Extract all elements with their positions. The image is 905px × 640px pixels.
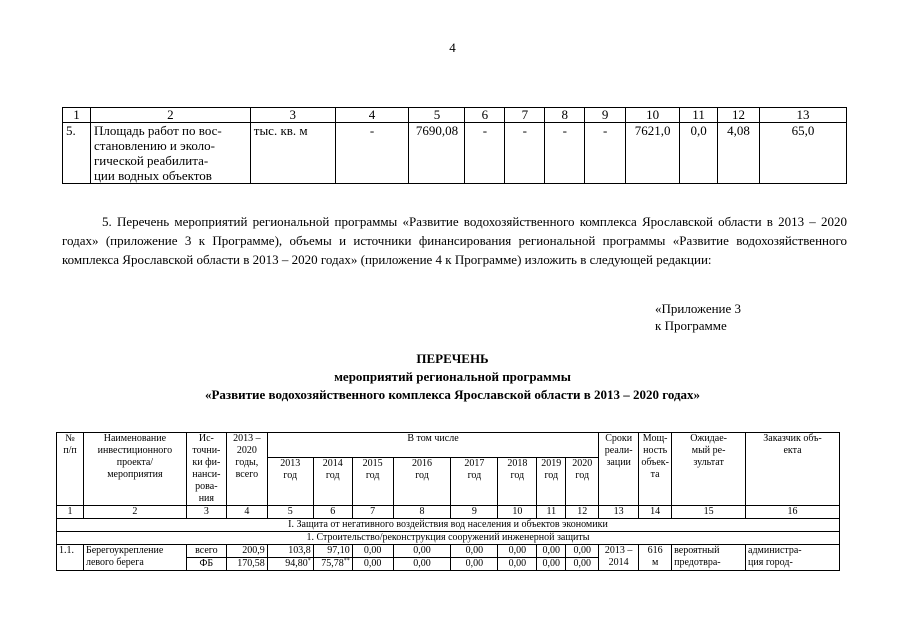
header-cell: 11 — [680, 108, 718, 123]
table-row — [57, 545, 840, 558]
header-line: 2019 — [541, 457, 562, 469]
unit-cell: тыс. кв. м — [250, 123, 335, 184]
header-power — [639, 433, 672, 506]
header-year — [313, 457, 352, 505]
header-cell: 9 — [585, 108, 626, 123]
header-line: ность — [643, 445, 668, 456]
header-line: зации — [606, 457, 631, 468]
value-cell: 97,10 — [313, 545, 352, 558]
value-cell: 103,8 — [267, 545, 313, 558]
header-line: год — [283, 469, 298, 481]
value-cell: 170,58 — [226, 558, 267, 571]
header-including: В том числе — [267, 433, 598, 458]
header-source — [186, 433, 226, 506]
result-cell — [672, 545, 746, 571]
header-line: Ожидае- — [690, 433, 727, 444]
page-number: 4 — [449, 40, 456, 55]
column-number: 10 — [498, 506, 537, 519]
power-line: 616 — [647, 545, 663, 556]
section-row — [57, 519, 840, 532]
header-line: инвестиционного — [97, 445, 173, 456]
column-number: 13 — [599, 506, 639, 519]
indicator-name — [90, 123, 250, 184]
header-line: 2018 — [507, 457, 528, 469]
appendix-line: к Программе — [655, 318, 727, 333]
header-line: ния — [198, 493, 215, 504]
table-row — [63, 123, 847, 184]
header-cell: 5 — [409, 108, 465, 123]
subsection-heading: 1. Строительство/реконструкция сооружений инженерной защиты — [57, 532, 840, 545]
value-cell: 0,00 — [451, 558, 498, 571]
header-line: 2015 — [362, 457, 383, 469]
measures-table — [56, 432, 840, 571]
header-line: годы, — [235, 457, 259, 468]
value-cell: 0,00 — [451, 545, 498, 558]
header-line: точни- — [192, 445, 221, 456]
power-line: м — [651, 557, 659, 568]
header-line: 2020 — [572, 457, 593, 469]
value-cell: - — [585, 123, 626, 184]
indicator-name-line: Площадь работ по вос- — [93, 123, 222, 138]
column-number: 6 — [313, 506, 352, 519]
indicators-table — [62, 107, 847, 184]
value-cell: - — [335, 123, 409, 184]
value-cell: 4,08 — [718, 123, 760, 184]
amendment-paragraph — [62, 212, 847, 269]
value-cell: 0,00 — [566, 558, 599, 571]
header-year — [352, 457, 393, 505]
header-year — [267, 457, 313, 505]
value-text: 75,78 — [321, 558, 344, 569]
header-line: № — [65, 433, 75, 444]
customer-line: администра- — [748, 545, 802, 556]
column-number: 15 — [672, 506, 746, 519]
value-cell: - — [545, 123, 585, 184]
row-number: 5. — [63, 123, 91, 184]
indicator-name-line: становлению и эколо- — [93, 138, 215, 153]
header-cell: 1 — [63, 108, 91, 123]
column-number: 11 — [537, 506, 566, 519]
header-cell: 10 — [626, 108, 680, 123]
value-cell — [313, 558, 352, 571]
header-line: рова- — [195, 481, 218, 492]
value-cell: 7621,0 — [626, 123, 680, 184]
header-year — [537, 457, 566, 505]
header-cell: 6 — [465, 108, 505, 123]
header-line: год — [365, 469, 380, 481]
value-cell — [267, 558, 313, 571]
header-total — [226, 433, 267, 506]
header-line: проекта/ — [116, 457, 154, 468]
header-line: ки фи- — [192, 457, 221, 468]
amendment-text: 5. Перечень мероприятий региональной программы «Развитие водохозяйственного комплекса Ярославской области в 2013 – 2020 годах» (приложение 3 к Программе), объемы и источники финансирования региональной программы «Развитие водохозяйственного комплекса Ярославской области в 2013 – 2020 годах» (приложение 4 к Программе) изложить в следующей редакции: — [62, 214, 847, 267]
header-line: год — [325, 469, 340, 481]
header-year — [498, 457, 537, 505]
header-cell: 4 — [335, 108, 409, 123]
header-line: 2014 — [322, 457, 343, 469]
header-year — [566, 457, 599, 505]
header-cell: 3 — [250, 108, 335, 123]
indicator-name-line: гической реабилита- — [93, 153, 209, 168]
value-text: 94,80 — [285, 558, 308, 569]
value-cell: 65,0 — [760, 123, 847, 184]
header-line: год — [510, 469, 525, 481]
value-cell: - — [505, 123, 545, 184]
header-cell: 8 — [545, 108, 585, 123]
program-name: «Развитие водохозяйственного комплекса Ярославской области в 2013 – 2020 годах» — [204, 387, 701, 402]
column-number: 7 — [352, 506, 393, 519]
value-cell: 7690,08 — [409, 123, 465, 184]
value-cell: 0,00 — [352, 545, 393, 558]
customer-line: ция город- — [748, 557, 793, 568]
header-line: п/п — [63, 445, 77, 456]
column-number: 4 — [226, 506, 267, 519]
header-cell: 13 — [760, 108, 847, 123]
header-cell: 12 — [718, 108, 760, 123]
value-cell: 0,0 — [680, 123, 718, 184]
value-cell: 0,00 — [352, 558, 393, 571]
terms-line: 2013 – — [604, 545, 633, 556]
header-line: та — [650, 469, 660, 480]
header-line: Заказчик объ- — [763, 433, 822, 444]
header-line: год — [575, 469, 590, 481]
header-line: 2020 — [236, 445, 257, 456]
header-line: 2016 — [412, 457, 433, 469]
header-year — [451, 457, 498, 505]
header-line: зультат — [693, 457, 724, 468]
header-line: Сроки — [605, 433, 633, 444]
header-customer — [746, 433, 840, 506]
header-line: всего — [235, 469, 259, 480]
header-line: 2017 — [464, 457, 485, 469]
source-cell: всего — [186, 545, 226, 558]
table-header-row — [57, 433, 840, 458]
terms-line: 2014 — [608, 557, 629, 568]
measure-name-line: левого берега — [85, 557, 144, 568]
column-number: 5 — [267, 506, 313, 519]
measure-name-line: Берегоукрепление — [85, 545, 164, 556]
header-line: Ис- — [198, 433, 214, 444]
header-line: год — [467, 469, 482, 481]
header-line: реали- — [604, 445, 633, 456]
section-heading: I. Защита от негативного воздействия вод населения и объектов экономики — [57, 519, 840, 532]
footnote-mark: * — [307, 558, 311, 564]
measure-name — [83, 545, 186, 571]
column-number: 14 — [639, 506, 672, 519]
value-cell: 0,00 — [537, 545, 566, 558]
footnote-mark: ** — [343, 558, 350, 564]
list-title: ПЕРЕЧЕНЬ — [416, 351, 489, 366]
header-line: Наименование — [103, 433, 167, 444]
value-cell: 0,00 — [498, 558, 537, 571]
value-cell: 0,00 — [393, 545, 451, 558]
header-line: год — [544, 469, 559, 481]
power-cell — [639, 545, 672, 571]
header-line: 2013 – — [233, 433, 261, 444]
terms-cell — [599, 545, 639, 571]
header-year — [393, 457, 451, 505]
subsection-row — [57, 532, 840, 545]
value-cell: - — [465, 123, 505, 184]
value-cell: 0,00 — [498, 545, 537, 558]
table-header-row — [63, 108, 847, 123]
header-line: 2013 — [280, 457, 301, 469]
list-subtitle: мероприятий региональной программы — [334, 369, 571, 384]
value-cell: 0,00 — [566, 545, 599, 558]
header-line: объек- — [641, 457, 669, 468]
column-number: 12 — [566, 506, 599, 519]
value-cell: 200,9 — [226, 545, 267, 558]
header-num — [57, 433, 84, 506]
result-line: вероятный — [674, 545, 720, 556]
customer-cell — [746, 545, 840, 571]
source-cell: ФБ — [186, 558, 226, 571]
header-cell: 2 — [90, 108, 250, 123]
column-number: 1 — [57, 506, 84, 519]
column-number: 2 — [83, 506, 186, 519]
header-result — [672, 433, 746, 506]
row-number: 1.1. — [57, 545, 84, 571]
header-terms — [599, 433, 639, 506]
result-line: предотвра- — [674, 557, 721, 568]
indicator-name-line: ции водных объектов — [93, 168, 212, 183]
header-line: нанси- — [192, 469, 221, 480]
header-line: екта — [783, 445, 802, 456]
header-name — [83, 433, 186, 506]
header-line: мый ре- — [691, 445, 726, 456]
column-number: 9 — [451, 506, 498, 519]
header-line: Мощ- — [642, 433, 668, 444]
header-line: год — [415, 469, 429, 481]
column-numbers-row — [57, 506, 840, 519]
value-cell: 0,00 — [393, 558, 451, 571]
header-line: мероприятия — [107, 469, 163, 480]
column-number: 16 — [746, 506, 840, 519]
appendix-line: «Приложение 3 — [655, 301, 742, 316]
column-number: 8 — [393, 506, 451, 519]
header-cell: 7 — [505, 108, 545, 123]
column-number: 3 — [186, 506, 226, 519]
appendix-note — [655, 300, 741, 334]
value-cell: 0,00 — [537, 558, 566, 571]
